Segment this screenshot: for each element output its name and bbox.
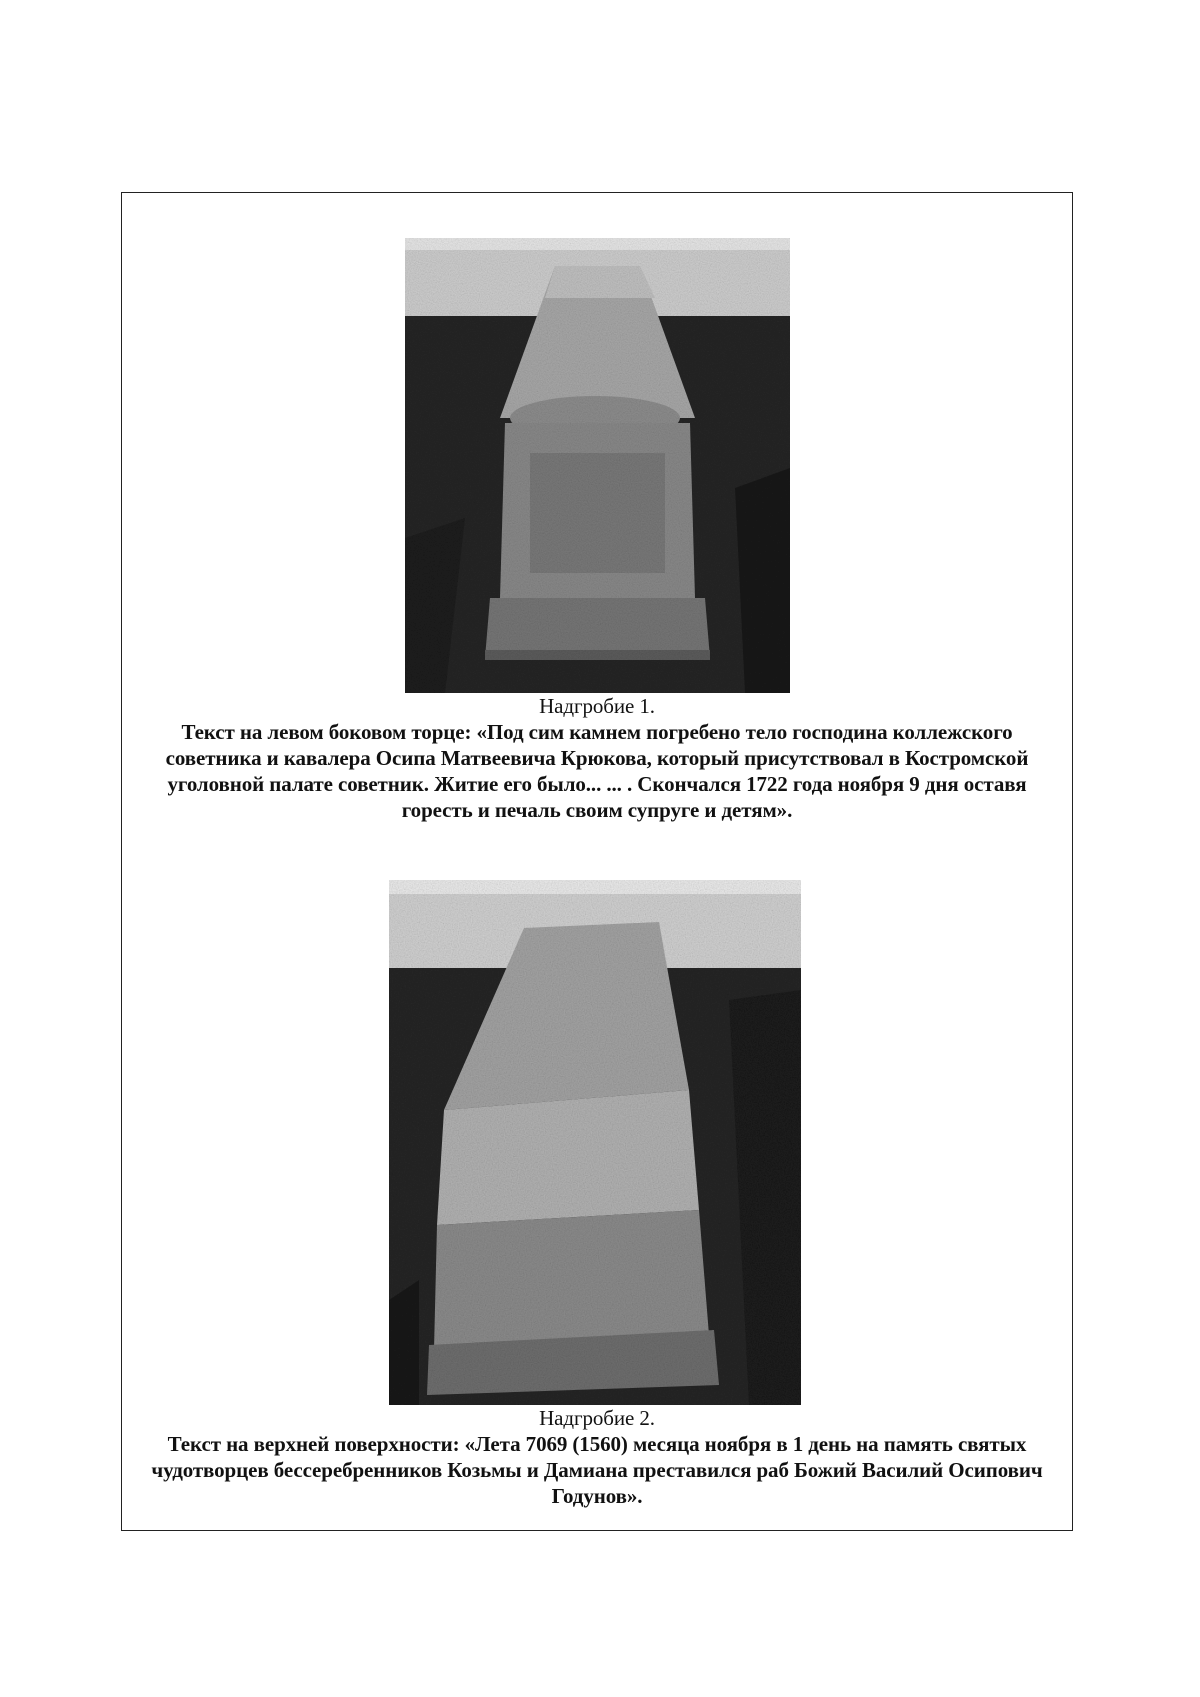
figure-caption-2: [140, 1405, 1054, 1509]
figure-caption-1: [140, 693, 1054, 823]
tombstone-photo-1: [405, 238, 790, 693]
tombstone-photo-2: [389, 880, 801, 1405]
figure-description: Текст на левом боковом торце: «Под сим камнем погребено тело господина коллежского советника и кавалера Осипа Матвеевича Крюкова, который присутствовал в Костромской уголовной палате советник. Житие его было... ... . Скончался 1722 года ноября 9 дня оставя горесть и печаль своим супруге и детям».: [165, 720, 1029, 822]
tombstone-image-2: [389, 880, 801, 1405]
tombstone-image-1: [405, 238, 790, 693]
figure-title: Надгробие 1.: [539, 694, 655, 718]
figure-title: Надгробие 2.: [539, 1406, 655, 1430]
figure-description: Текст на верхней поверхности: «Лета 7069 (1560) месяца ноября в 1 день на память святых чудотворцев бессеребренников Козьмы и Дамиана преставился раб Божий Василий Осипович Годунов».: [151, 1432, 1043, 1508]
